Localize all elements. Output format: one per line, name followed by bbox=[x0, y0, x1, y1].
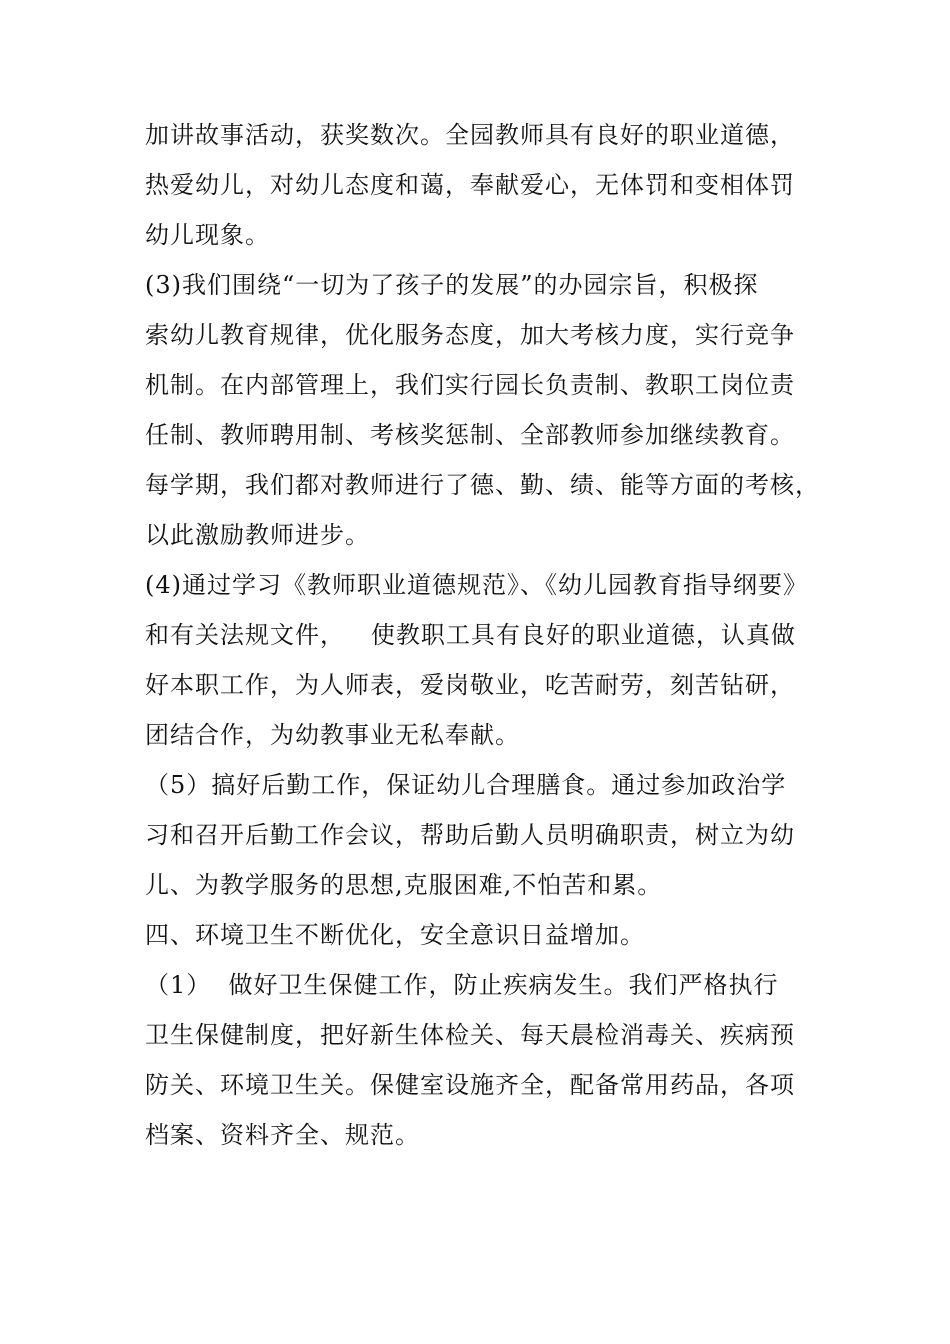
text-line: 机制。在内部管理上，我们实行园长负责制、教职工岗位责 bbox=[145, 371, 795, 399]
text-line: （5）搞好后勤工作，保证幼儿合理膳食。通过参加政治学 bbox=[145, 771, 787, 799]
text-line: 热爱幼儿，对幼儿态度和蔼，奉献爱心，无体罚和变相体罚 bbox=[145, 171, 795, 199]
text-line: 卫生保健制度，把好新生体检关、每天晨检消毒关、疾病预 bbox=[145, 1021, 795, 1049]
text-line: 防关、环境卫生关。保健室设施齐全，配备常用药品，各项 bbox=[145, 1071, 795, 1099]
text-line: 儿、为教学服务的思想,克服困难,不怕苦和累。 bbox=[145, 871, 663, 899]
text-line: 团结合作，为幼教事业无私奉献。 bbox=[145, 721, 520, 749]
text-line: 习和召开后勤工作会议，帮助后勤人员明确职责，树立为幼 bbox=[145, 821, 795, 849]
text-line: （1） 做好卫生保健工作，防止疾病发生。我们严格执行 bbox=[145, 971, 779, 999]
text-line: 加讲故事活动，获奖数次。全园教师具有良好的职业道德， bbox=[145, 121, 795, 149]
text-line: 好本职工作，为人师表，爱岗敬业，吃苦耐劳，刻苦钻研， bbox=[145, 671, 795, 699]
text-line: 和有关法规文件， 使教职工具有良好的职业道德，认真做 bbox=[145, 621, 796, 649]
text-line: 档案、资料齐全、规范。 bbox=[145, 1121, 420, 1149]
section-heading: 四、环境卫生不断优化，安全意识日益增加。 bbox=[145, 921, 645, 949]
text-line: 幼儿现象。 bbox=[145, 221, 270, 249]
text-line: (4)通过学习《教师职业道德规范》、《幼儿园教育指导纲要》 bbox=[145, 571, 808, 599]
text-line: 以此激励教师进步。 bbox=[145, 521, 370, 549]
text-line: 索幼儿教育规律，优化服务态度，加大考核力度，实行竞争 bbox=[145, 321, 795, 349]
text-line: 任制、教师聘用制、考核奖惩制、全部教师参加继续教育。 bbox=[145, 421, 795, 449]
text-line: (3)我们围绕“一切为了孩子的发展”的办园宗旨，积极探 bbox=[145, 271, 759, 299]
body-text bbox=[145, 110, 835, 1160]
text-line: 每学期，我们都对教师进行了德、勤、绩、能等方面的考核， bbox=[145, 471, 820, 499]
